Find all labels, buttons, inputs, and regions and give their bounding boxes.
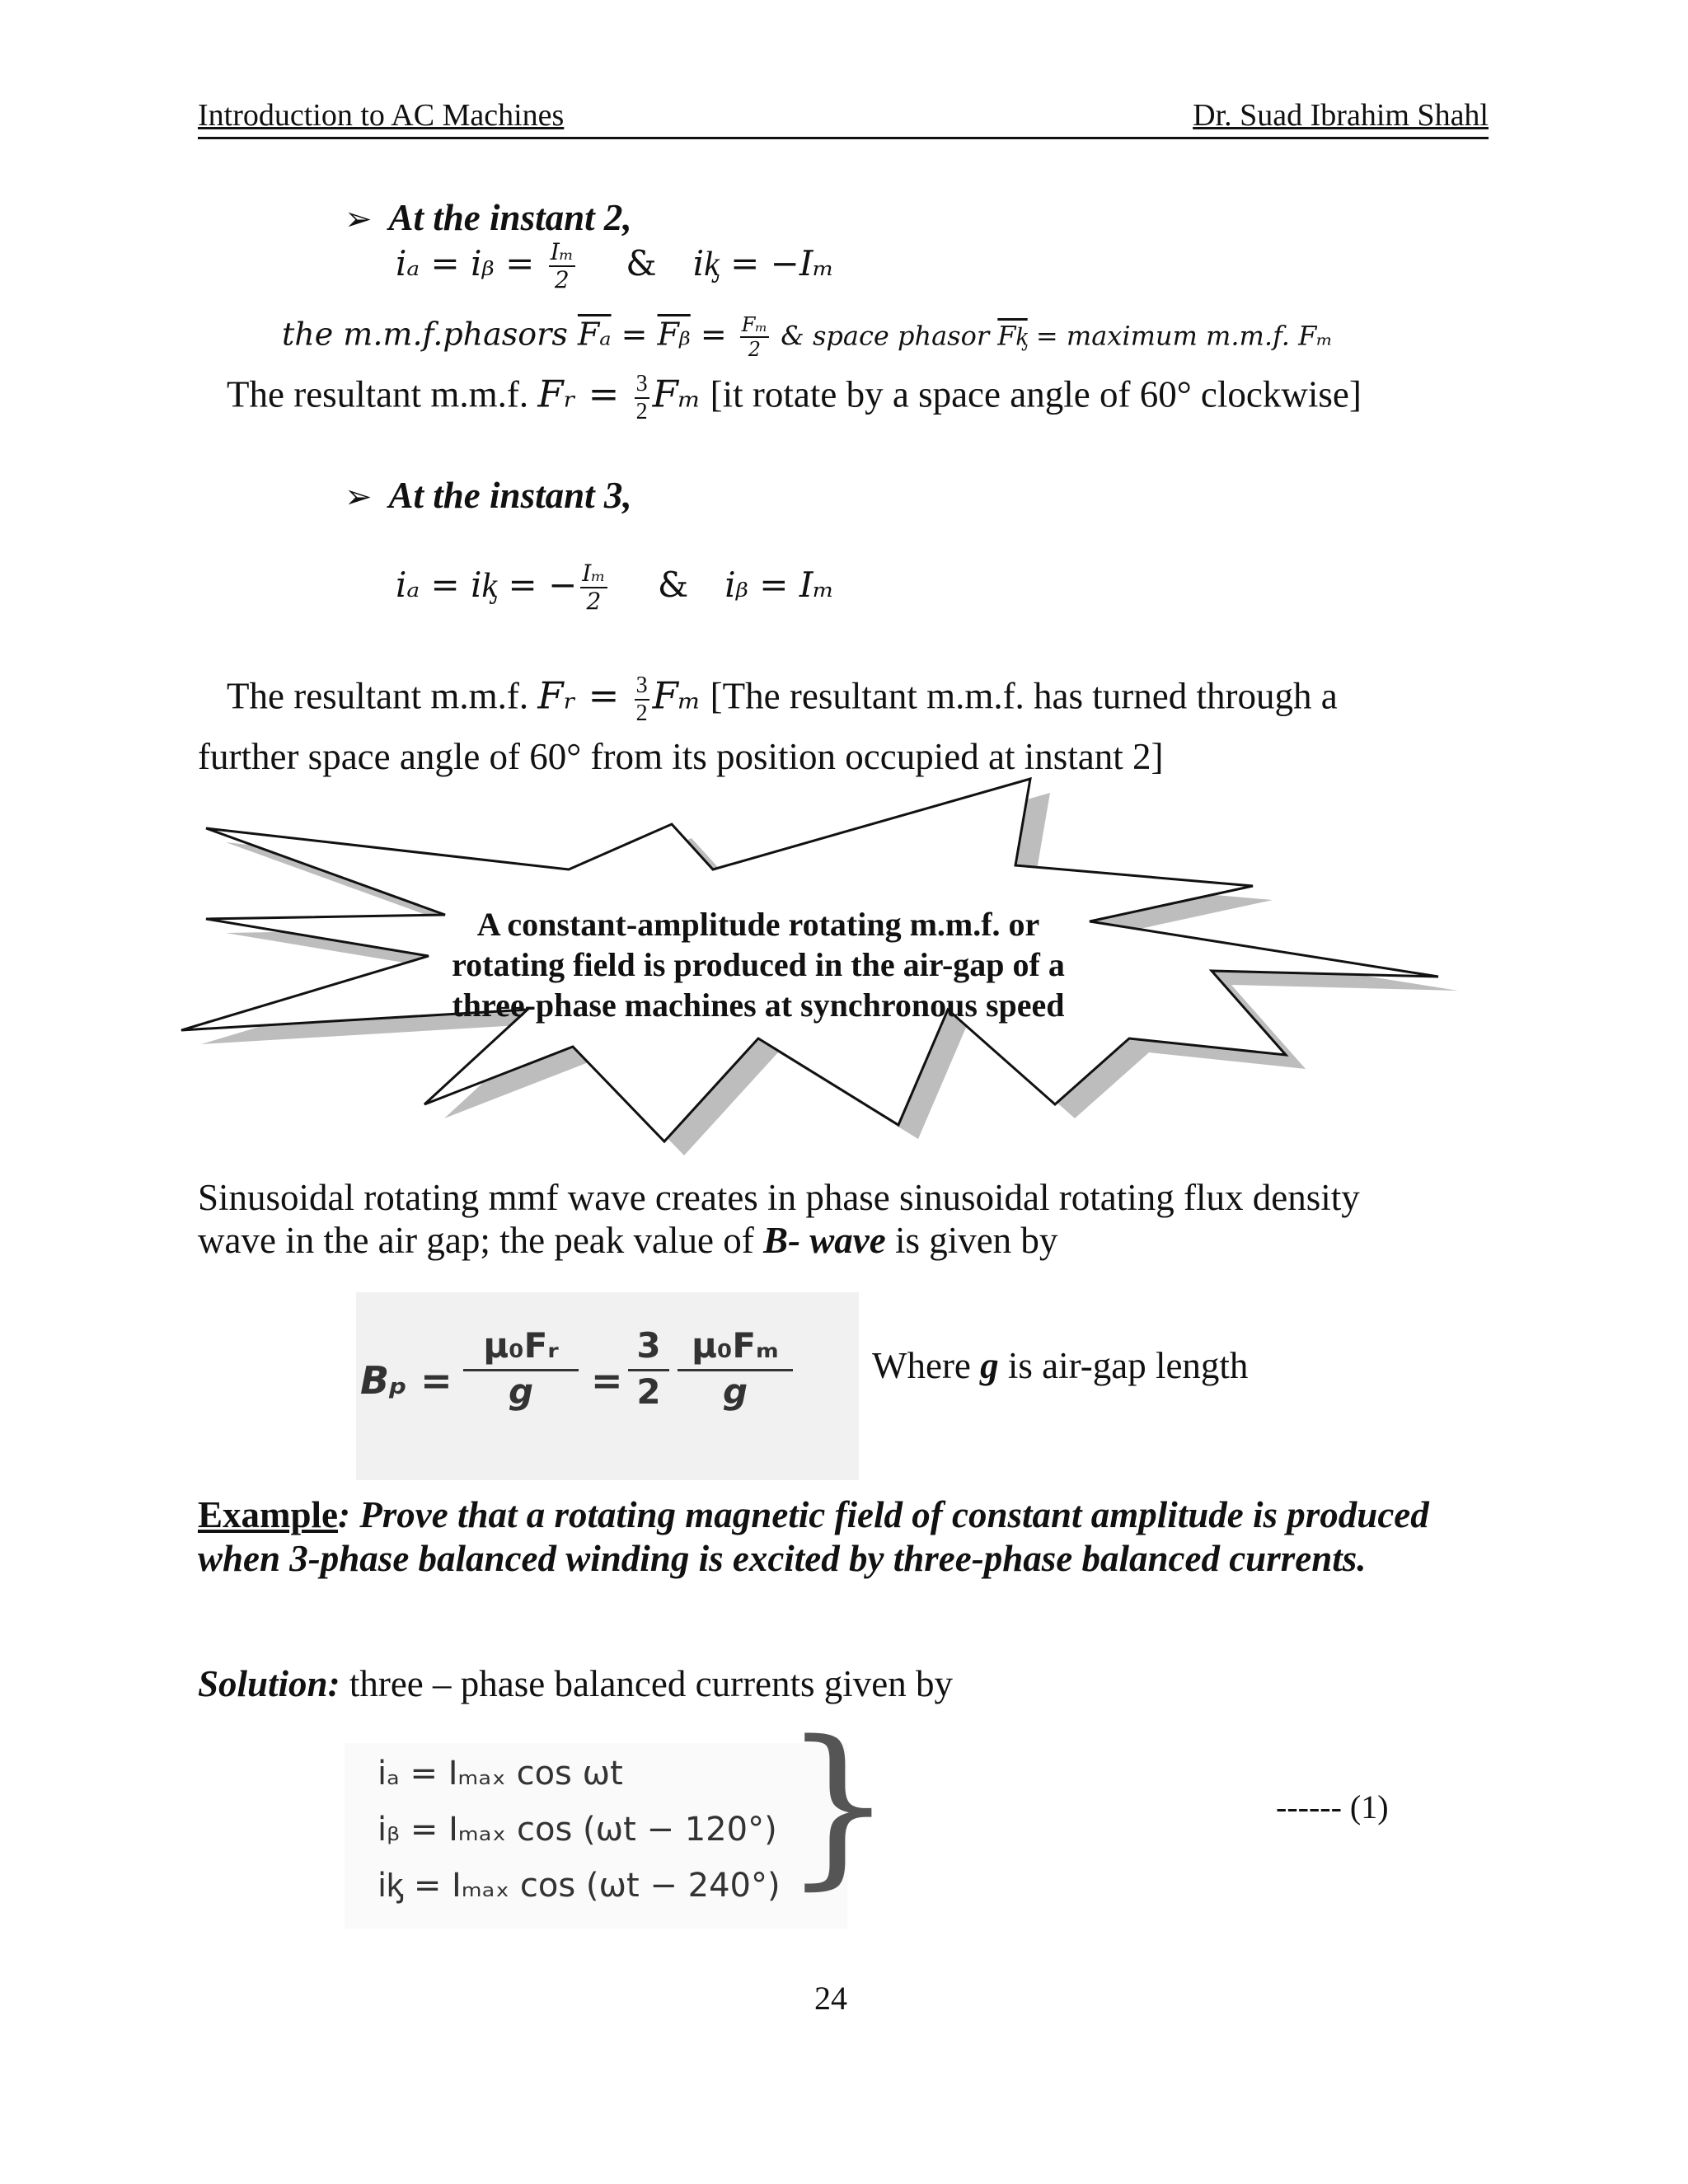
instant-3-resultant-continued: further space angle of 60° from its position occupied at instant 2] xyxy=(198,736,1164,777)
fraction: $\frac{\text{Iₘ}}{2}$ xyxy=(582,560,606,615)
fraction: $\frac{3}{2}$ xyxy=(635,673,648,726)
fraction: $\frac{3}{2}$ xyxy=(635,371,648,424)
page-header xyxy=(198,97,1489,139)
where-note: Where g is air-gap length xyxy=(872,1345,1249,1386)
fraction: $\frac{\text{Iₘ}}{2}$ xyxy=(550,238,574,293)
right-brace: } xyxy=(783,1704,893,1905)
equation-number: ------ (1) xyxy=(1276,1788,1389,1825)
instant-2-heading: ➢ At the instant 2, xyxy=(345,197,632,238)
header-title: Introduction to AC Machines xyxy=(198,98,565,133)
header-author: Dr. Suad Ibrahim Shahl xyxy=(1193,98,1489,133)
balanced-currents-equations: iₐ = Iₘₐₓ cos ωt iᵦ = Iₘₐₓ cos (ωt − 120°) iᶄ = Iₘₐₓ cos (ωt − 240°) xyxy=(345,1743,847,1929)
callout-text: A constant-amplitude rotating m.m.f. or rotating field is produced in the air-gap of a three-phase machines at synchronous speed xyxy=(452,906,1065,1024)
page-number: 24 xyxy=(814,1980,847,2017)
fraction: μ₀Fᵣ g xyxy=(463,1325,579,1412)
flux-paragraph-line2: wave in the air gap; the peak value of B- wave is given by xyxy=(198,1220,1058,1261)
fraction: $\frac{\text{Fₘ}}{2}$ xyxy=(741,313,768,361)
example-statement: Example: Prove that a rotating magnetic field of constant amplitude is produced when 3-phase balanced winding is excited by three-phase balanced currents. xyxy=(198,1494,1429,1580)
arrow-bullet-icon: ➢ xyxy=(345,478,373,516)
instant-3-heading: ➢ At the instant 3, xyxy=(345,475,632,516)
solution-line: Solution: three – phase balanced currents given by xyxy=(198,1663,954,1704)
instant-3-resultant: The resultant m.m.f. Fᵣ = $\frac{3}{2}$ Fₘ [The resultant m.m.f. has turned through a xyxy=(227,673,1338,726)
peak-flux-equation: Bₚ = μ₀Fᵣ g = 3 2 μ₀Fₘ g xyxy=(356,1292,859,1480)
instant-2-resultant: The resultant m.m.f. Fᵣ = $\frac{3}{2}$ Fₘ [it rotate by a space angle of 60° clockwise] xyxy=(227,371,1362,424)
arrow-bullet-icon: ➢ xyxy=(345,200,373,238)
instant-2-phasors: the m.m.f.phasors $\overline{F_a} = \overline{Fᵦ}$ = $\frac{\text{Fₘ}}{2}$ & space phasor $\overline{Fᶄ}$ = maximum m.m.f. Fₘ xyxy=(282,313,1333,361)
instant-3-currents: iₐ = iᶄ = − $\frac{\text{Iₘ}}{2}$ & iᵦ = Iₘ xyxy=(396,560,835,615)
fraction: 3 2 xyxy=(628,1325,669,1412)
instant-2-currents: iₐ = iᵦ = $\frac{\text{Iₘ}}{2}$ & iᶄ = −Iₘ xyxy=(396,238,835,293)
flux-paragraph-line1: Sinusoidal rotating mmf wave creates in phase sinusoidal rotating flux density xyxy=(198,1177,1360,1218)
fraction: μ₀Fₘ g xyxy=(678,1325,793,1412)
